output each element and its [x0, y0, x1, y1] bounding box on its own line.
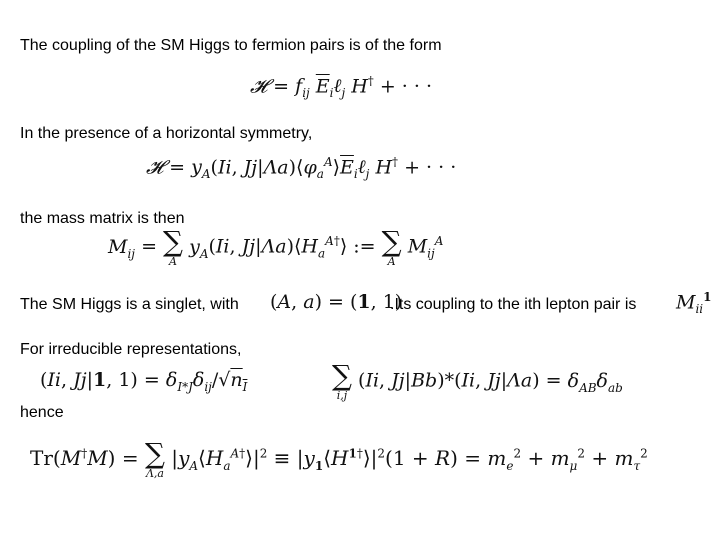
text-line-4b: .Its coupling to the ith lepton pair is — [390, 296, 637, 313]
equation-orthogonality: ∑ i,j (Ii, Jj|Bb)*(Ii, $Jj|\Lambda a) = \delta_{AB}\delta_{ab}$ — [332, 359, 623, 402]
text-line-4a: The SM Higgs is a singlet, with — [20, 296, 239, 313]
text-line-3: the mass matrix is then — [20, 210, 185, 227]
equation-singlet: (A, a) = (1, 1) — [270, 291, 403, 313]
equation-mass-matrix: $M_{ij}$ = ∑ A $y_A(Ii$, $Jj|\Lambda a)⟨H_a^{A\dagger}⟩$ := ∑ A $M_{ij}^A$ — [108, 225, 444, 268]
text-line-6: hence — [20, 404, 64, 421]
text-line-1: The coupling of the SM Higgs to fermion pairs is of the form — [20, 37, 442, 54]
equation-higgs-coupling: 𝓗 = $f_{ij}$ $\overline{E}_i\ell_j$ H† + · · · — [250, 74, 432, 101]
equation-lepton-coupling: $M_{ii}^1$ — [676, 290, 712, 317]
equation-irreducible: (Ii, Jj|1, $1) = \delta_{I*J}\delta_{ij}/√n_I$ — [40, 369, 248, 394]
equation-trace: Tr(M†M) = ∑ Λ,a $|y_A⟨H_a^{A\dagger}⟩|^2$ ≡ $|y_1⟨H^{1\dagger}⟩|^2(1 + R) = m_e^2 + m_\mu^2 + m_\tau^2$ — [30, 437, 648, 480]
equation-horizontal-symmetry: 𝓗 = $y_A(Ii$, $Jj|\Lambda a)⟨\varphi_a^A⟩\overline{E}_i\ell_j$ H† + · · · — [146, 155, 457, 182]
text-line-2: In the presence of a horizontal symmetry, — [20, 125, 313, 142]
text-line-5: For irreducible representations, — [20, 341, 242, 358]
